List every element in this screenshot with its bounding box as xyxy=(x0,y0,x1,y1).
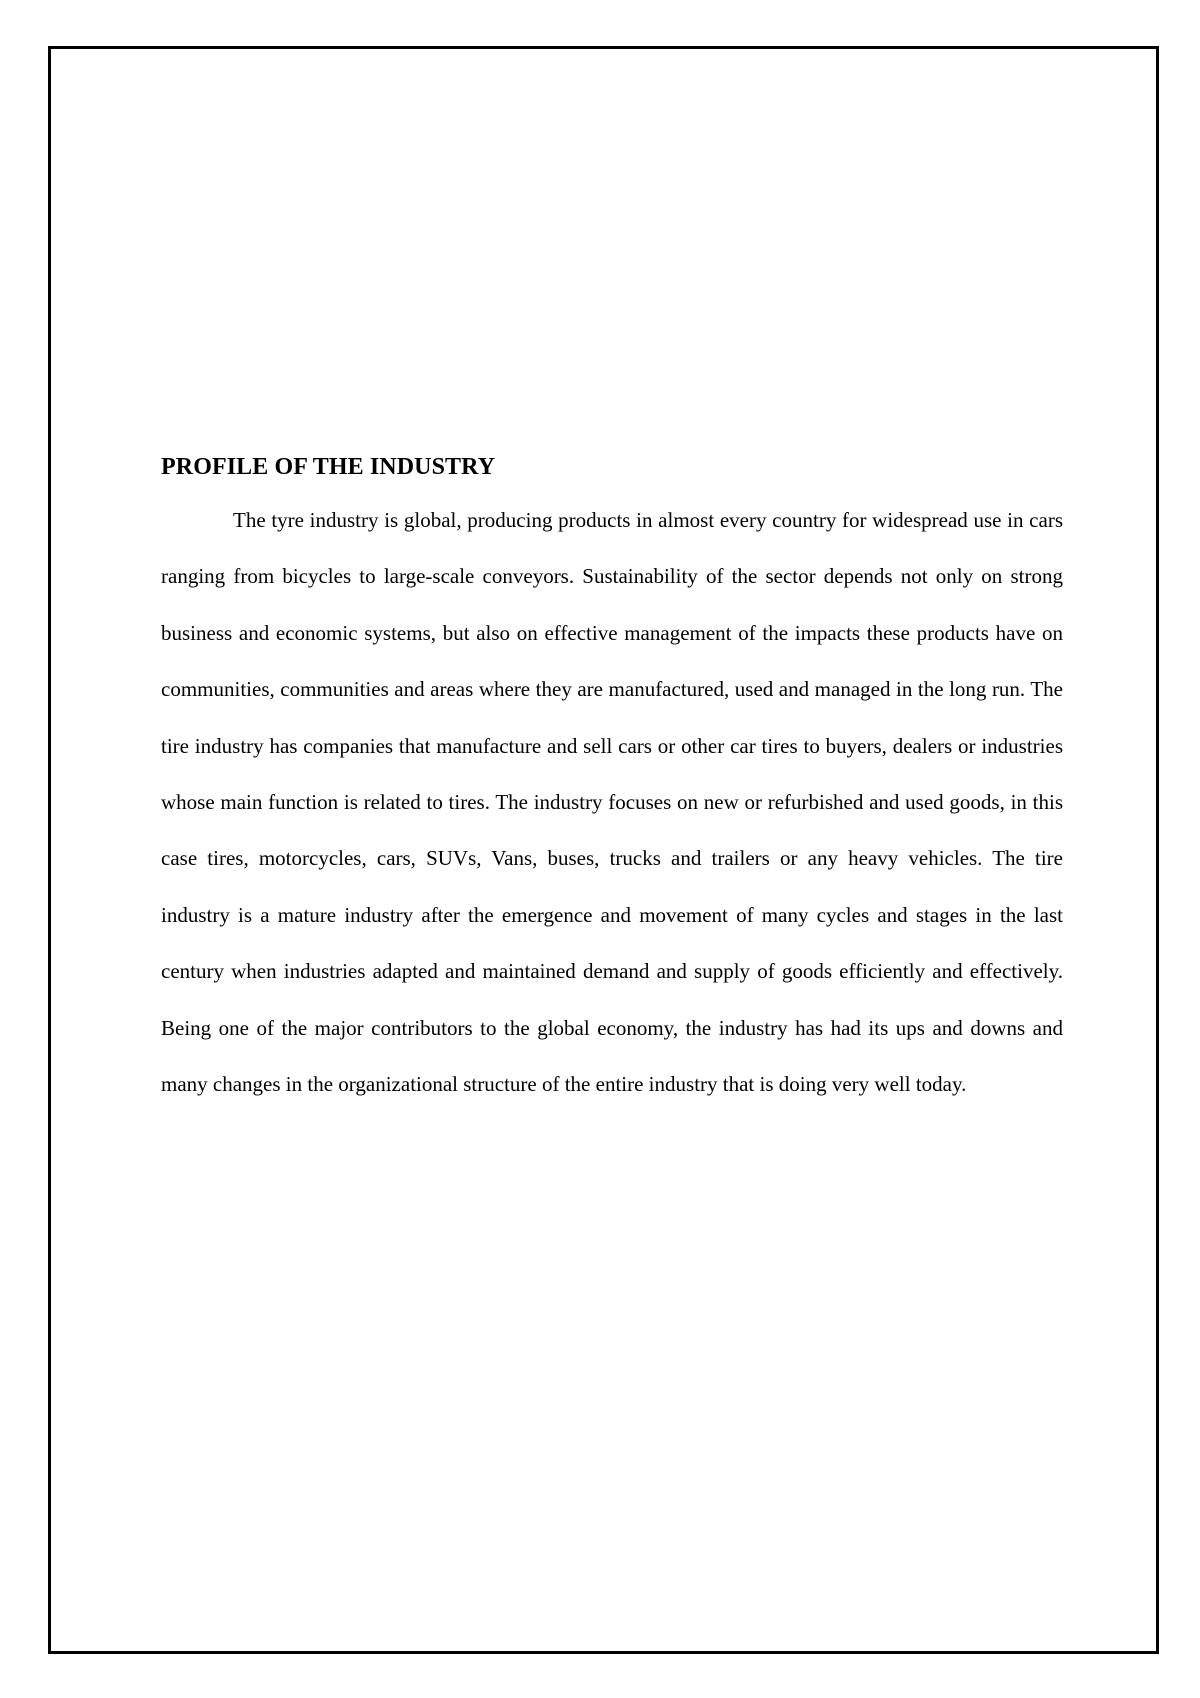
section-heading: PROFILE OF THE INDUSTRY xyxy=(161,454,496,480)
document-body xyxy=(161,452,1063,1112)
body-paragraph: The tyre industry is global, producing products in almost every country for widespread use in cars ranging from bicycles to large-scale conveyors. Sustainability of the sector depends not only on strong business and economic systems, but also on effective management of the impacts these products have on communities, communities and areas where they are manufactured, used and managed in the long run. The tire industry has companies that manufacture and sell cars or other car tires to buyers, dealers or industries whose main function is related to tires. The industry focuses on new or refurbished and used goods, in this case tires, motorcycles, cars, SUVs, Vans, buses, trucks and trailers or any heavy vehicles. The tire industry is a mature industry after the emergence and movement of many cycles and stages in the last century when industries adapted and maintained demand and supply of goods efficiently and effectively. Being one of the major contributors to the global economy, the industry has had its ups and downs and many changes in the organizational structure of the entire industry that is doing very well today. xyxy=(161,508,1063,1097)
